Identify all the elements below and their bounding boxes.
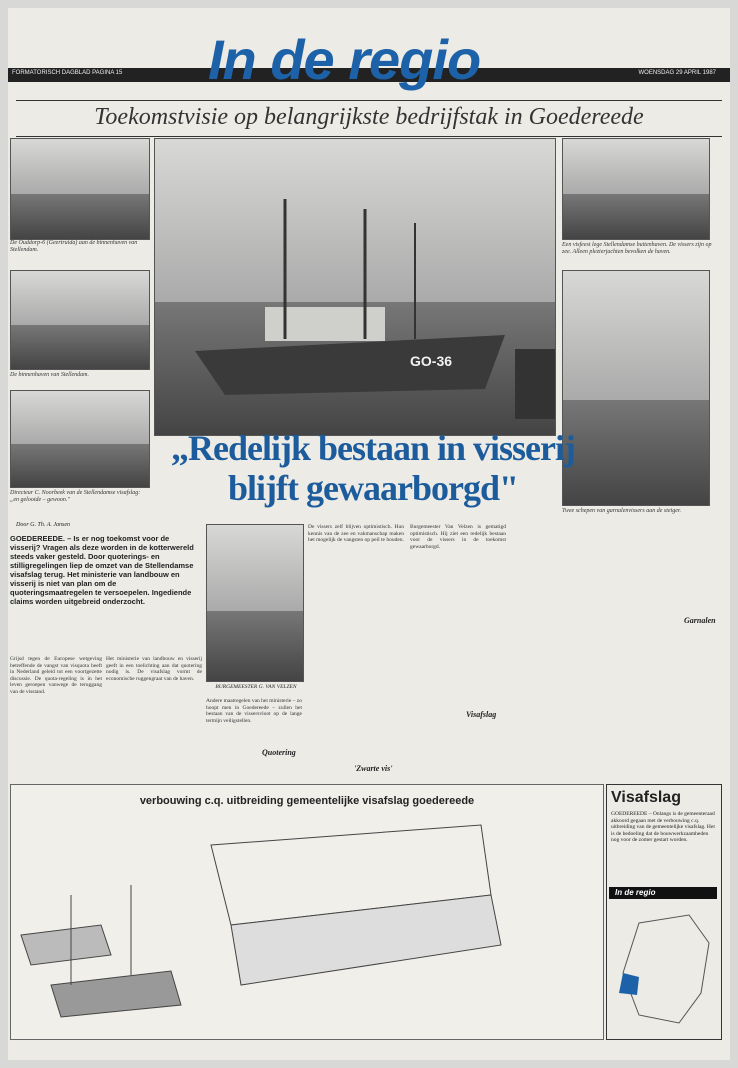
masthead-date: WOENSDAG 29 APRIL 1987 (638, 70, 716, 76)
photo-mayor (206, 524, 304, 682)
column-5: Burgemeester Van Velzen is gematigd optimistisch. Hij ziet een redelijk bestaan voor de vissers in de toekomst gewaarborgd. (410, 524, 506, 550)
photo-marina (562, 138, 710, 240)
column-3: Andere maatregelen van het ministerie – zo hoopt men in Goedereede – zullen het bestaan van de vissersvloot op de lange termijn veiligstellen. (206, 698, 302, 724)
byline: Door G. Th. A. Jansen (16, 522, 71, 528)
photo-harbour-1 (10, 138, 150, 240)
caption-5: Twee schepen van garnalenvissers aan de steiger. (562, 508, 682, 514)
photo-director (10, 390, 150, 488)
subhead-zwarte-vis: 'Zwarte vis' (354, 764, 393, 773)
newspaper-page (8, 8, 730, 1060)
caption-2: De binnenhaven van Stellendam. (10, 372, 89, 378)
column-1: Grijsd tegen de Europese wetgeving betreffende de vangst van visquota heeft in Nederland geleid tot een voortgezette discussie. De quota-regeling is in het leven geroepen vanwege de teruggang van de visstand. (10, 656, 102, 695)
article-headline: „Redelijk bestaan in visserij blijft gewaarborgd" (170, 428, 575, 508)
divider (16, 100, 722, 101)
sidebar-bar-label: In de regio (615, 888, 656, 897)
boat-registration: GO-36 (410, 353, 453, 369)
drawing-title: verbouwing c.q. uitbreiding gemeentelijke visafslag goedereede (139, 795, 475, 807)
caption-4: Een visfeest lege Stellendamse buitenhaven. De vissers zijn op zee. Alleen plezierjachten bevolken de haven. (562, 242, 712, 255)
article-title: Toekomstvisie op belangrijkste bedrijfstak in Goedereede (94, 104, 644, 130)
building-illustration (11, 785, 603, 1039)
architect-drawing (10, 784, 604, 1040)
caption-mayor: BURGEMEESTER G. VAN VELZEN (215, 684, 297, 690)
caption-1: De Ouddorp-6 (Geertruida) aan de binnenhaven van Stellendam. (10, 240, 138, 253)
sidebar-text: GOEDEREEDE – Onlangs is de gemeenteraad akkoord gegaan met de verbouwing c.q. uitbreiding van de gemeentelijke visafslag. Het is de bedoeling dat de bouwwerkzaamheden nog voor de zomer gestart worden. (611, 811, 715, 843)
column-2: Het ministerie van landbouw en visserij geeft in een toelichting aan dat quotering nodig is. De visafslag vormt de economische ruggengraat van de haven. (106, 656, 202, 682)
photo-harbour-2 (10, 270, 150, 370)
netherlands-map (609, 903, 719, 1033)
masthead-title: In de regio (208, 28, 481, 91)
masthead (8, 28, 730, 98)
caption-3: Directeur C. Noorbeek van de Stellendamse visafslag: „en gelooide – gewoon." (10, 490, 141, 503)
subhead-visafslag: Visafslag (466, 710, 497, 719)
column-4: De vissers zelf blijven optimistisch. Hun kennis van de zee en vakmanschap maken het mogelijk de vangsten op peil te houden. (308, 524, 404, 544)
divider (16, 136, 722, 137)
subhead-quotering: Quotering (262, 748, 296, 757)
subhead-garnalen: Garnalen (684, 616, 716, 625)
sidebar-title: Visafslag (611, 789, 681, 806)
boat-illustration (155, 139, 555, 435)
masthead-left-text: FORMATORISCH DAGBLAD PAGINA 15 (12, 70, 123, 76)
photo-main-boat (154, 138, 556, 436)
article-lead: GOEDEREEDE. – Is er nog toekomst voor de visserij? Vragen als deze worden in de kotterwereld steeds vaker gesteld. Door quoterings- en stilligregelingen liep de omzet van de Stellendamse visafslag terug. Het ministerie van landbouw en visserij is niet van plan om de quoteringsmaatregelen te versoepelen. Ingediende claims worden uitgebreid onderzocht. (10, 534, 194, 606)
sidebar-box (606, 784, 722, 1040)
